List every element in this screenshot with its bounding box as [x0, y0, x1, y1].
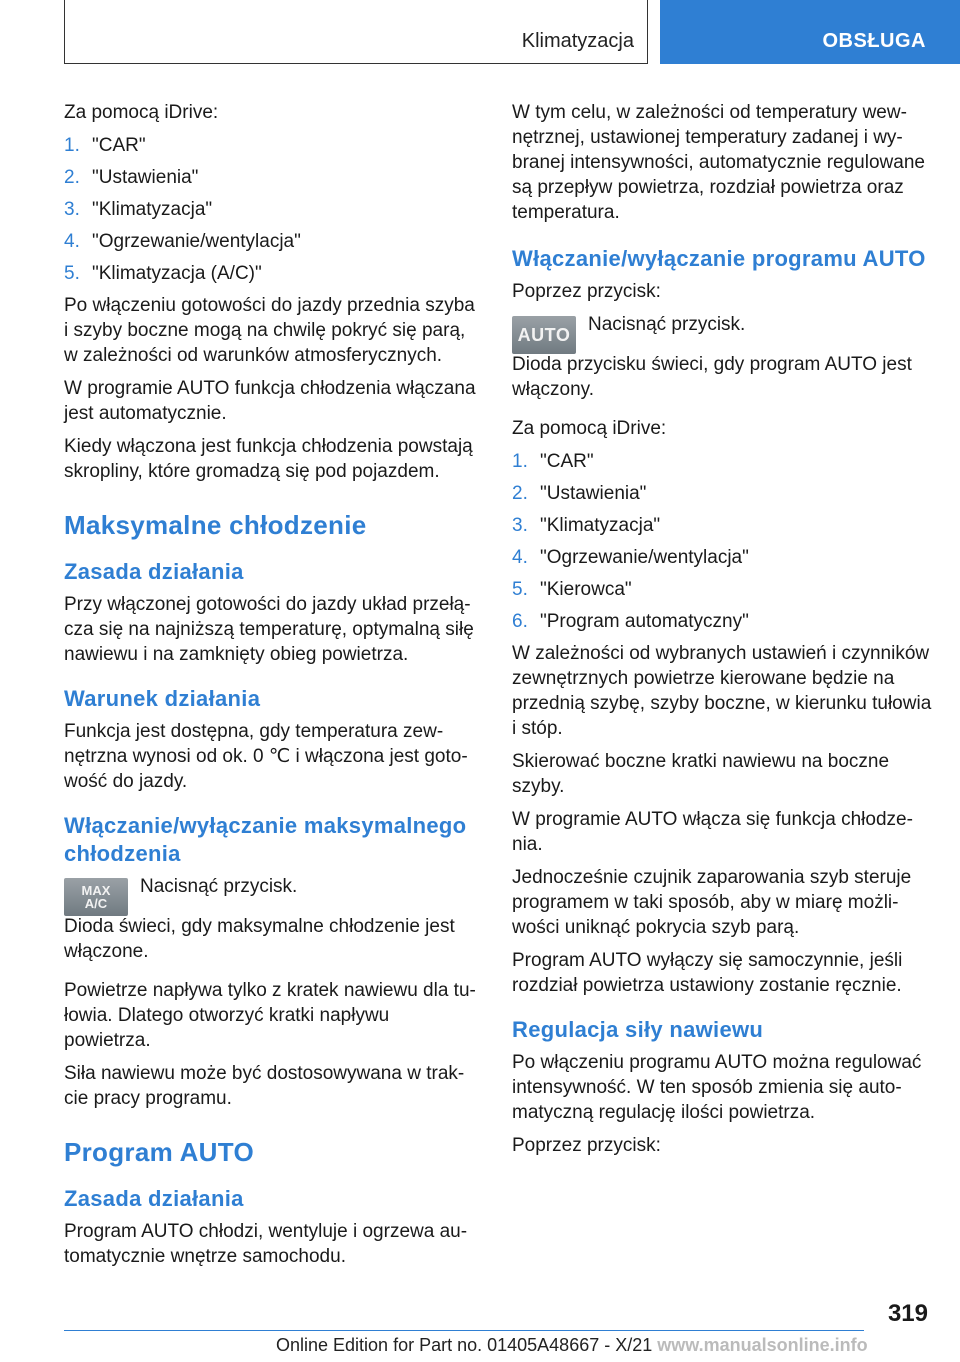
paragraph: Po włączeniu programu AUTO można regulować intensywność. W ten sposób zmienia się automatyczną regulację ilości powietrza. — [512, 1052, 922, 1123]
footer-watermark-site: www.manualsonline.info — [657, 1335, 868, 1355]
heading-toggle-auto: Włączanie/wyłączanie programu AUTO — [512, 246, 926, 271]
list-item: 2. "Ustawienia" — [64, 167, 199, 188]
paragraph: Poprzez przycisk: — [512, 281, 661, 302]
auto-instruction — [512, 312, 932, 354]
list-item: 1. "CAR" — [64, 135, 146, 156]
list-item: 4. "Ogrzewanie/wentylacja" — [64, 231, 301, 252]
max-ac-button-icon: MAX A/C — [64, 878, 128, 916]
paragraph: Kiedy włączona jest funkcja chłodzenia powstają skropliny, które gromadzą się pod pojazdem. — [64, 436, 473, 482]
press-instruction: Nacisnąć przycisk. — [588, 314, 746, 335]
list-item: 3. "Klimatyzacja" — [512, 515, 661, 536]
paragraph: Po włączeniu gotowości do jazdy przednia szyba i szyby boczne mogą na chwilę pokryć się parą, w zależności od warunków atmosferycznych. — [64, 295, 475, 366]
heading-auto-program: Program AUTO — [64, 1137, 254, 1167]
header-chapter-tab: OBSŁUGA — [660, 0, 960, 64]
heading-max-cooling: Maksymalne chłodzenie — [64, 510, 367, 540]
paragraph: W programie AUTO funkcja chłodzenia włączana jest automatycznie. — [64, 378, 476, 424]
list-item: 1. "CAR" — [512, 451, 594, 472]
list-item: 6. "Program automatyczny" — [512, 611, 749, 632]
heading-fan-speed: Regulacja siły nawiewu — [512, 1017, 764, 1042]
paragraph: Powietrze napływa tylko z kratek nawiewu dla tułowia. Dlatego otworzyć kratki napływu powietrza. — [64, 980, 476, 1051]
list-item: 2. "Ustawienia" — [512, 483, 647, 504]
idrive-steps-list — [64, 133, 480, 286]
list-item: 3. "Klimatyzacja" — [64, 199, 213, 220]
footer-edition: Online Edition for Part no. 01405A48667 - X/21 www.manualsonline.info — [276, 1335, 868, 1355]
paragraph: Program AUTO wyłączy się samoczynnie, jeśli rozdział powietrza ustawiony zostanie ręcznie. — [512, 950, 903, 996]
diode-note: Dioda świeci, gdy maksymalne chłodzenie jest włączone. — [64, 916, 455, 962]
paragraph: Przy włączonej gotowości do jazdy układ przełącza się na najniższą temperaturę, optymalną siłę nawiewu i na zamknięty obieg powietrza. — [64, 594, 474, 665]
footer-divider — [64, 1330, 864, 1331]
list-item: 5. "Kierowca" — [512, 579, 632, 600]
heading-condition: Warunek działania — [64, 686, 261, 711]
paragraph: W tym celu, w zależności od temperatury wewnętrznej, ustawionej temperatury zadanej i wybranej intensywności, automatycznie regulowane są przepływ powietrza, rozdział powietrza oraz temperatura. — [512, 102, 925, 223]
idrive-intro: Za pomocą iDrive: — [64, 102, 219, 123]
page-number: 319 — [887, 1300, 928, 1327]
idrive-steps-list — [512, 449, 932, 634]
paragraph: Skierować boczne kratki nawiewu na boczne szyby. — [512, 751, 890, 797]
paragraph: Poprzez przycisk: — [512, 1135, 661, 1156]
paragraph: W programie AUTO włącza się funkcja chłodzenia. — [512, 809, 913, 855]
heading-principle: Zasada działania — [64, 1186, 244, 1211]
paragraph: Funkcja jest dostępna, gdy temperatura zewnętrzna wynosi od ok. 0 ℃ i włączona jest gotowość do jazdy. — [64, 721, 468, 792]
right-column — [512, 100, 932, 1166]
list-item: 5. "Klimatyzacja (A/C)" — [64, 263, 262, 284]
idrive-intro: Za pomocą iDrive: — [512, 418, 667, 439]
header-section-title: Klimatyzacja — [521, 30, 634, 52]
paragraph: Siła nawiewu może być dostosowywana w trakcie pracy programu. — [64, 1063, 465, 1109]
press-instruction: Nacisnąć przycisk. — [140, 876, 298, 897]
paragraph: Jednocześnie czujnik zaparowania szyb steruje programem w taki sposób, aby w miarę możliwości uniknąć pokrycia szyb parą. — [512, 867, 912, 938]
auto-button-icon: AUTO — [512, 316, 576, 354]
paragraph: W zależności od wybranych ustawień i czynników zewnętrznych powietrze kierowane będzie na przednią szybę, szyby boczne, w kierunku tułowia i stóp. — [512, 643, 932, 739]
left-column — [64, 100, 480, 1277]
max-ac-instruction — [64, 874, 480, 916]
paragraph: Program AUTO chłodzi, wentyluje i ogrzewa automatycznie wnętrze samochodu. — [64, 1221, 468, 1267]
heading-toggle-max: Włączanie/wyłączanie maksymalnego chłodzenia — [64, 813, 467, 866]
list-item: 4. "Ogrzewanie/wentylacja" — [512, 547, 749, 568]
heading-principle: Zasada działania — [64, 559, 244, 584]
diode-note: Dioda przycisku świeci, gdy program AUTO jest włączony. — [512, 354, 912, 400]
